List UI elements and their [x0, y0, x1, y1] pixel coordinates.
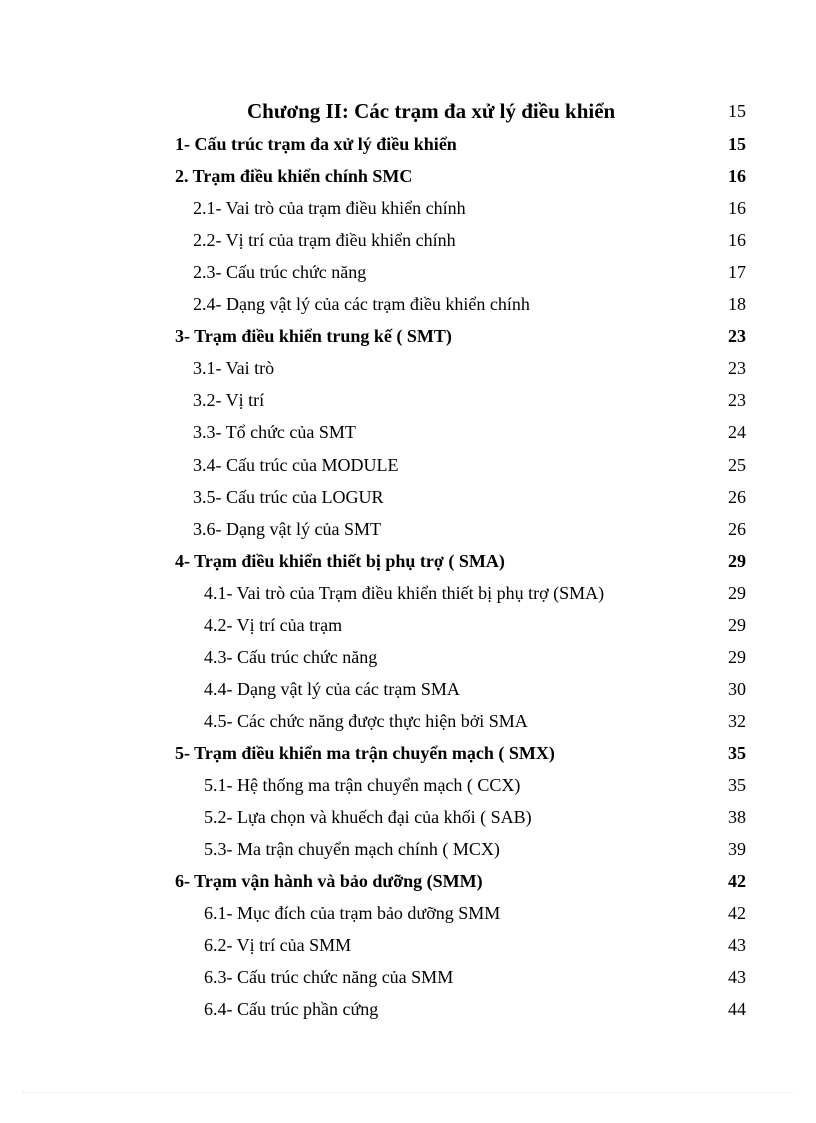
toc-entry-page-number: 23	[728, 358, 746, 379]
toc-entry-page-number: 32	[728, 710, 746, 731]
toc-subsection-entry	[0, 901, 816, 925]
toc-subsection-entry	[0, 965, 816, 989]
toc-subsection-entry	[0, 292, 816, 316]
toc-entry-page-number: 29	[728, 646, 746, 667]
toc-subsection-entry	[0, 485, 816, 509]
toc-subsection-entry	[0, 805, 816, 829]
toc-entry-title: 2.3- Cấu trúc chức năng	[193, 262, 367, 283]
toc-entry-page-number: 16	[728, 230, 746, 251]
chapter-title: Chương II: Các trạm đa xử lý điều khiển	[247, 99, 616, 123]
toc-section-entry	[0, 132, 816, 156]
toc-entry-page-number: 29	[728, 582, 746, 603]
chapter-page-number: 15	[728, 101, 746, 121]
toc-entry-title: 3.1- Vai trò	[193, 358, 275, 379]
toc-entry-title: 6.1- Mục đích của trạm bảo dưỡng SMM	[204, 903, 501, 924]
toc-subsection-entry	[0, 581, 816, 605]
toc-entry-page-number: 29	[728, 550, 746, 571]
toc-entry-page-number: 35	[728, 742, 746, 763]
toc-entry-title: 5.1- Hệ thống ma trận chuyển mạch ( CCX)	[204, 775, 521, 795]
toc-entry-title: 6- Trạm vận hành và bảo dưỡng (SMM)	[175, 871, 483, 892]
toc-entry-title: 4.5- Các chức năng được thực hiện bởi SMA	[204, 710, 528, 731]
toc-entry-title: 3.3- Tổ chức của SMT	[193, 422, 356, 443]
toc-section-entry	[0, 869, 816, 893]
toc-entry-page-number: 24	[728, 422, 746, 443]
toc-entry-title: 3- Trạm điều khiển trung kế ( SMT)	[175, 326, 452, 347]
toc-subsection-entry	[0, 709, 816, 733]
toc-entry-page-number: 30	[728, 678, 746, 699]
chapter-heading	[0, 99, 816, 123]
toc-subsection-entry	[0, 260, 816, 284]
toc-entry-page-number: 15	[728, 134, 746, 154]
toc-entry-page-number: 42	[728, 903, 746, 924]
toc-entry-title: 2.1- Vai trò của trạm điều khiển chính	[193, 198, 466, 219]
toc-subsection-entry	[0, 677, 816, 701]
toc-entry-page-number: 43	[728, 935, 746, 956]
toc-entry-page-number: 44	[728, 999, 746, 1020]
toc-subsection-entry	[0, 420, 816, 444]
toc-entry-title: 5.2- Lựa chọn và khuếch đại của khối ( SAB)	[204, 807, 532, 828]
toc-entry-title: 6.4- Cấu trúc phần cứng	[204, 999, 379, 1020]
toc-entry-page-number: 17	[728, 262, 746, 283]
toc-subsection-entry	[0, 453, 816, 477]
toc-subsection-entry	[0, 773, 816, 797]
toc-entry-title: 6.3- Cấu trúc chức năng của SMM	[204, 967, 454, 988]
toc-entry-page-number: 18	[728, 294, 746, 315]
toc-entry-title: 4.1- Vai trò của Trạm điều khiển thiết bị phụ trợ (SMA)	[204, 582, 605, 603]
toc-entry-title: 4- Trạm điều khiển thiết bị phụ trợ ( SMA)	[175, 550, 505, 571]
toc-subsection-entry	[0, 517, 816, 541]
toc-entry-title: 3.6- Dạng vật lý của SMT	[193, 518, 381, 539]
toc-entry-page-number: 38	[728, 807, 746, 828]
toc-section-entry	[0, 549, 816, 573]
toc-entry-title: 2.2- Vị trí của trạm điều khiển chính	[193, 230, 456, 251]
toc-entry-page-number: 23	[728, 390, 746, 411]
toc-entry-title: 4.2- Vị trí của trạm	[204, 614, 343, 635]
toc-entry-page-number: 25	[728, 454, 746, 475]
toc-entry-page-number: 26	[728, 486, 746, 507]
toc-section-entry	[0, 164, 816, 188]
toc-entry-title: 3.5- Cấu trúc của LOGUR	[193, 486, 384, 507]
toc-entry-title: 5.3- Ma trận chuyển mạch chính ( MCX)	[204, 839, 500, 860]
toc-subsection-entry	[0, 356, 816, 380]
toc-subsection-entry	[0, 613, 816, 637]
toc-subsection-entry	[0, 837, 816, 861]
toc-entry-title: 4.3- Cấu trúc chức năng	[204, 646, 378, 667]
page-bottom-rule	[22, 1092, 794, 1093]
toc-entry-title: 2.4- Dạng vật lý của các trạm điều khiển chính	[193, 294, 530, 315]
toc-entry-page-number: 35	[728, 775, 746, 795]
toc-entry-page-number: 43	[728, 967, 746, 988]
toc-entry-page-number: 26	[728, 518, 746, 539]
toc-entry-page-number: 29	[728, 614, 746, 635]
toc-subsection-entry	[0, 228, 816, 252]
toc-entry-title: 1- Cấu trúc trạm đa xử lý điều khiển	[175, 134, 457, 154]
toc-entry-title: 2. Trạm điều khiển chính SMC	[175, 166, 413, 187]
toc-entry-page-number: 42	[728, 871, 746, 892]
toc-entry-page-number: 39	[728, 839, 746, 860]
toc-subsection-entry	[0, 388, 816, 412]
toc-section-entry	[0, 741, 816, 765]
toc-entry-title: 4.4- Dạng vật lý của các trạm SMA	[204, 678, 460, 699]
toc-entry-page-number: 16	[728, 198, 746, 219]
toc-subsection-entry	[0, 645, 816, 669]
toc-entry-title: 6.2- Vị trí của SMM	[204, 935, 352, 956]
toc-subsection-entry	[0, 997, 816, 1021]
toc-entry-page-number: 16	[728, 166, 746, 187]
toc-subsection-entry	[0, 196, 816, 220]
toc-entry-title: 3.2- Vị trí	[193, 390, 265, 411]
toc-entry-title: 3.4- Cấu trúc của MODULE	[193, 454, 399, 475]
toc-subsection-entry	[0, 933, 816, 957]
toc-entry-title: 5- Trạm điều khiển ma trận chuyển mạch ( SMX)	[175, 742, 555, 763]
toc-section-entry	[0, 324, 816, 348]
toc-entry-page-number: 23	[728, 326, 746, 347]
